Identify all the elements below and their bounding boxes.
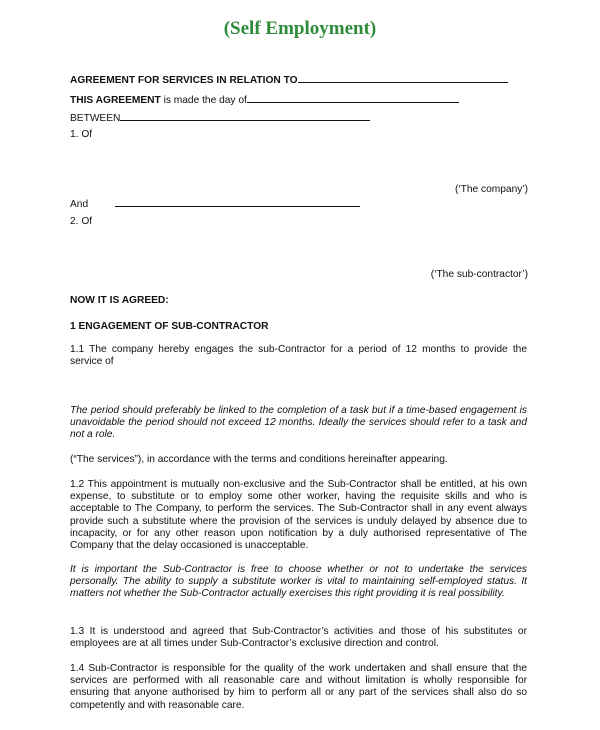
date-blank[interactable] <box>247 92 459 103</box>
paragraph-1-4: 1.4 Sub-Contractor is responsible for the quality of the work undertaken and shall ensure that the services are performed with all reasonable care and without limitation is wholly responsible for ensuring that anyone authorised by him to perform all or any part of the services shall also do so competently and with reasonable care. <box>70 663 527 711</box>
now-agreed-heading: NOW IT IS AGREED: <box>70 295 169 306</box>
document-title: (Self Employment) <box>223 18 377 39</box>
this-agreement-bold: THIS AGREEMENT <box>70 95 161 106</box>
and-blank[interactable] <box>115 196 360 207</box>
section1-heading: 1 ENGAGEMENT OF SUB-CONTRACTOR <box>70 321 269 332</box>
of2-label: 2. Of <box>70 216 93 227</box>
and-label: And <box>70 199 89 210</box>
this-agreement-line <box>70 92 459 107</box>
paragraph-1-3: 1.3 It is understood and agreed that Sub-Contractor’s activities and those of his substitutes or employees are at all times under Sub-Contractor’s exclusive direction and control. <box>70 626 527 650</box>
subcontractor-label: (‘The sub-contractor’) <box>430 269 528 280</box>
between-blank[interactable] <box>120 110 370 121</box>
and-line <box>70 196 360 211</box>
note-1: The period should preferably be linked to the completion of a task but if a time-based engagement is unavoidable the period should not exceed 12 months. Ideally the services should refer to a task and not a role. <box>70 405 527 441</box>
agreement-line <box>70 72 508 87</box>
company-label: (‘The company’) <box>454 184 528 195</box>
services-line: (“The services”), in accordance with the terms and conditions hereinafter appearing. <box>70 454 448 465</box>
paragraph-1-1: 1.1 The company hereby engages the sub-Contractor for a period of 12 months to provide the service of <box>70 344 527 368</box>
of1-label: 1. Of <box>70 129 93 140</box>
note-2: It is important the Sub-Contractor is free to choose whether or not to undertake the services personally. The ability to supply a substitute worker is vital to maintaining self-employed status. It matters not whether the Sub-Contractor actually exercises this right providing it is real possibility. <box>70 564 527 600</box>
between-line <box>70 110 370 125</box>
agreement-blank[interactable] <box>298 72 508 83</box>
this-agreement-rest: is made the day of <box>160 95 247 106</box>
paragraph-1-2: 1.2 This appointment is mutually non-exclusive and the Sub-Contractor shall be entitled, at his own expense, to substitute or to employ some other worker, having the requisite skills and who is acceptable to The Company, to perform the services. The Sub-Contractor shall in any event always provide such a substitute where the provision of the services is unduly delayed by absence due to incapacity, or for any other reason upon notification by a duly authorised representative of The Company that the delay occasioned is unacceptable. <box>70 479 527 552</box>
between-label: BETWEEN <box>70 113 121 124</box>
agreement-label: AGREEMENT FOR SERVICES IN RELATION TO <box>70 75 298 86</box>
